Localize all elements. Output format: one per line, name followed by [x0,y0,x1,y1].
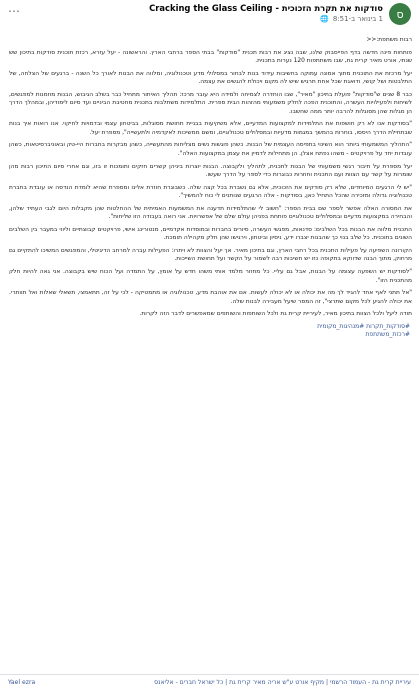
page-title[interactable]: סודקות את תקרת הזכוכית - Cracking the Glass Ceiling [149,3,383,13]
post-paragraph: "התהליך המשמעותי ביותר הוא השינוי בתפיסה העצמית של הבנות. כשהן פוגשות נשים מצליחות מהתעשייה, כשהן מבקרות בחברות היי-טק ובאוניברסיטאות, כשהן עובדות יחד על פרויקטים - משהו נפתח אצלן. הן מתחילות לדמיין את עצמן במקצועות האלה". [9,142,412,158]
hashtag-line[interactable]: #סודקות_תקרות #מנהיגות_מקומית [317,322,410,330]
post-paragraph: הקורונה השפיעה על פעילות התכנית בכל רחבי הארץ, וגם בתיכון מאיר. אך יעל והצוות לא ויתרו: הפעילות עברה למרחב הדיגיטלי, והמפגשים המשיכו להתקיים גם מרחוק, מתוך הבנה שדווקא בתקופה כזו יש חשיבות רבה לשמור על הקשר ועל תחושת השייכות. [9,247,412,263]
post-paragraph: יעל מרכזת את התוכנית מתוך אמונה עמוקה בחשיבות עידוד בנות לבחור במסלולי מדע וטכנולוגיה, ומלווה את הבנות לאורך כל השנה - ברגעים של הצלחה, של התלבטות ושל קושי, ודואגת שכל אחת תרגיש שיש לה מקום ויכולת להגשים את עצמה. [9,70,412,86]
post-paragraph: כבר 8 שנים ש"סודקות" פועלת בתיכון "מאיר", שבו הוחדרה לצמיחה ולמידה היא עובר מרכז: תהליך האיתור מתחיל כבר בשלב הגיבוש, הבנות מוזמנות למפגשים, לשיחות ולפעילויות העשרה, והתוכנית הפכה לחלק משמעותי מהזהות הבית ספרית. התלמידות משתלבות בתכנית מחטיבת הביניים ועד סיום לימודיהן, ובמהלך הדרך הן מגלות שהן מסוגלות להרבה יותר ממה שחשבו. [9,91,412,115]
post-paragraph: פותחות פינה חדשה בדף הפייסבוק שלנו, שבה נציג את רבות תכנית "סודקות" בבתי הספר ברחבי הארץ. והראשונה - יעל עזרא, רכזת תוכנית סודקות בתיכון שש שנתי, אורט מאיר קרית גת, שבו משתתפות 120 נערות בתכנית. [9,49,412,65]
post-body [0,36,419,319]
post-meta [24,14,383,25]
post-paragraph: "יש לי הרגעים המיוחדים, שלא רק סודקים את הזכוכית, אלא גם נשברת בכל קצה שלה. כשבוגרת חוזרת אלינו ומספרת שהיא לומדת הנדסה או עובדת בחברת טכנולוגיה גדולה ומזכירה שהכל התחיל כאן, בסודקות - אלה הרגעים שנותנים לי כוח להמשיך". [9,184,412,200]
tagged-footer [0,674,419,686]
hashtags [0,323,419,340]
post-paragraph: "בסודקות אנו לא רק חושפות את התלמידות למקצועות המדעיים, אלא משקיעות בבניית תחושת מסוגלות, בביטחון עצמי ובדמויות לחיקוי. אנו רואות איך בנות שבתחילת הדרך היססו, בוחרות בהמשך במגמות מדעיות ובמסלולים טכנולוגיים, ומשם ממשיכות לאקדמיה ולתעשייה", מספרת יעל. [9,121,412,136]
post-paragraph: רבות משתפת:<< [366,37,412,43]
page-avatar[interactable]: ס [389,3,411,25]
hashtag-line[interactable]: #רכזת_משתתפת [365,331,410,339]
author-name[interactable]: Yael ezra [8,679,36,686]
header-text [24,3,383,25]
globe-icon: 🌐 [320,15,329,23]
post-paragraph: את המסורה האלה אפשר לספר שם בבית הספר: "חשוב לי שהתלמידות תדענה את המשמעות האמיתית של ההחלטות שהן מקבלות היום לגבי העתיד שלהן, והבחירה במקצועות מדעיים ובמסלולים טכנולוגיים פותחת בפניהן עולם שלם של אפשרויות. אני רואה בעבודה הזו שליחות". [9,205,412,221]
post-paragraph: יעל מספרת על חיבור רגשי משמעותי של הבנות לתכנית, לתהליך ולקבוצה. הבנות יוצרות ביניהן קשרים חזקים ותומכות זו בזו, וגם אחרי סיום התיכון רבות מהן שומרות על קשר עם הצוות ועם התכנית וחוזרות כבוגרות כדי לספר על הדרך שעשו. [9,163,412,179]
tagged-pages[interactable]: עיריית קרית גת - העמוד הרשמי | מקיף אורט ע"ש אריה מאיר קרית גת | כל ישראל חברים - אליאנס [154,679,411,686]
post-header [0,0,419,36]
post-date[interactable]: 1 בינואר ב-8:51 [332,15,383,23]
post-paragraph: תודה ליעל ולכל הצוות בתיכון מאיר, לעיריית קרית גת ולכל השותפות והשותפים שמאפשרים לדבר הזה לקרות. [139,311,412,318]
post-paragraph: התכנית מלווה את הבנות בכל השלבים: סדנאות, מפגשי העשרה, סיורים בחברות ובמוסדות אקדמיים, מנטורינג אישי, פרויקטים קבוצתיים וליווי במעבר בין השלבים השונים בתוכנית. כל שלב בנוי כך שהבנות יצברו ידע, ניסיון וביטחון, וירגישו שהן חלק מקהילה תומכת. [9,226,412,242]
more-icon[interactable]: ⋯ [8,4,20,18]
post-paragraph: "לסודקות יש השפעה עצומה על הבנות, אבל גם עליי. כל מחזור מלמד אותי משהו חדש על אומץ, על התמדה ועל הכוח שיש בקבוצה. אני גאה להיות חלק מהתכנית הזו". [9,269,412,284]
post-paragraph: "אל תתני לאף אחד להגיד לך מה את יכולה או לא יכולה לעשות. אם את אוהבת מדע, טכנולוגיה או מתמטיקה - לכי על זה, תתאמצי, תשאלי שאלות ואל תוותרי. את יכולה להגיע לכל מקום שתרצי", זה המסר שיעל מעבירה לבנות שלה. [9,290,412,305]
